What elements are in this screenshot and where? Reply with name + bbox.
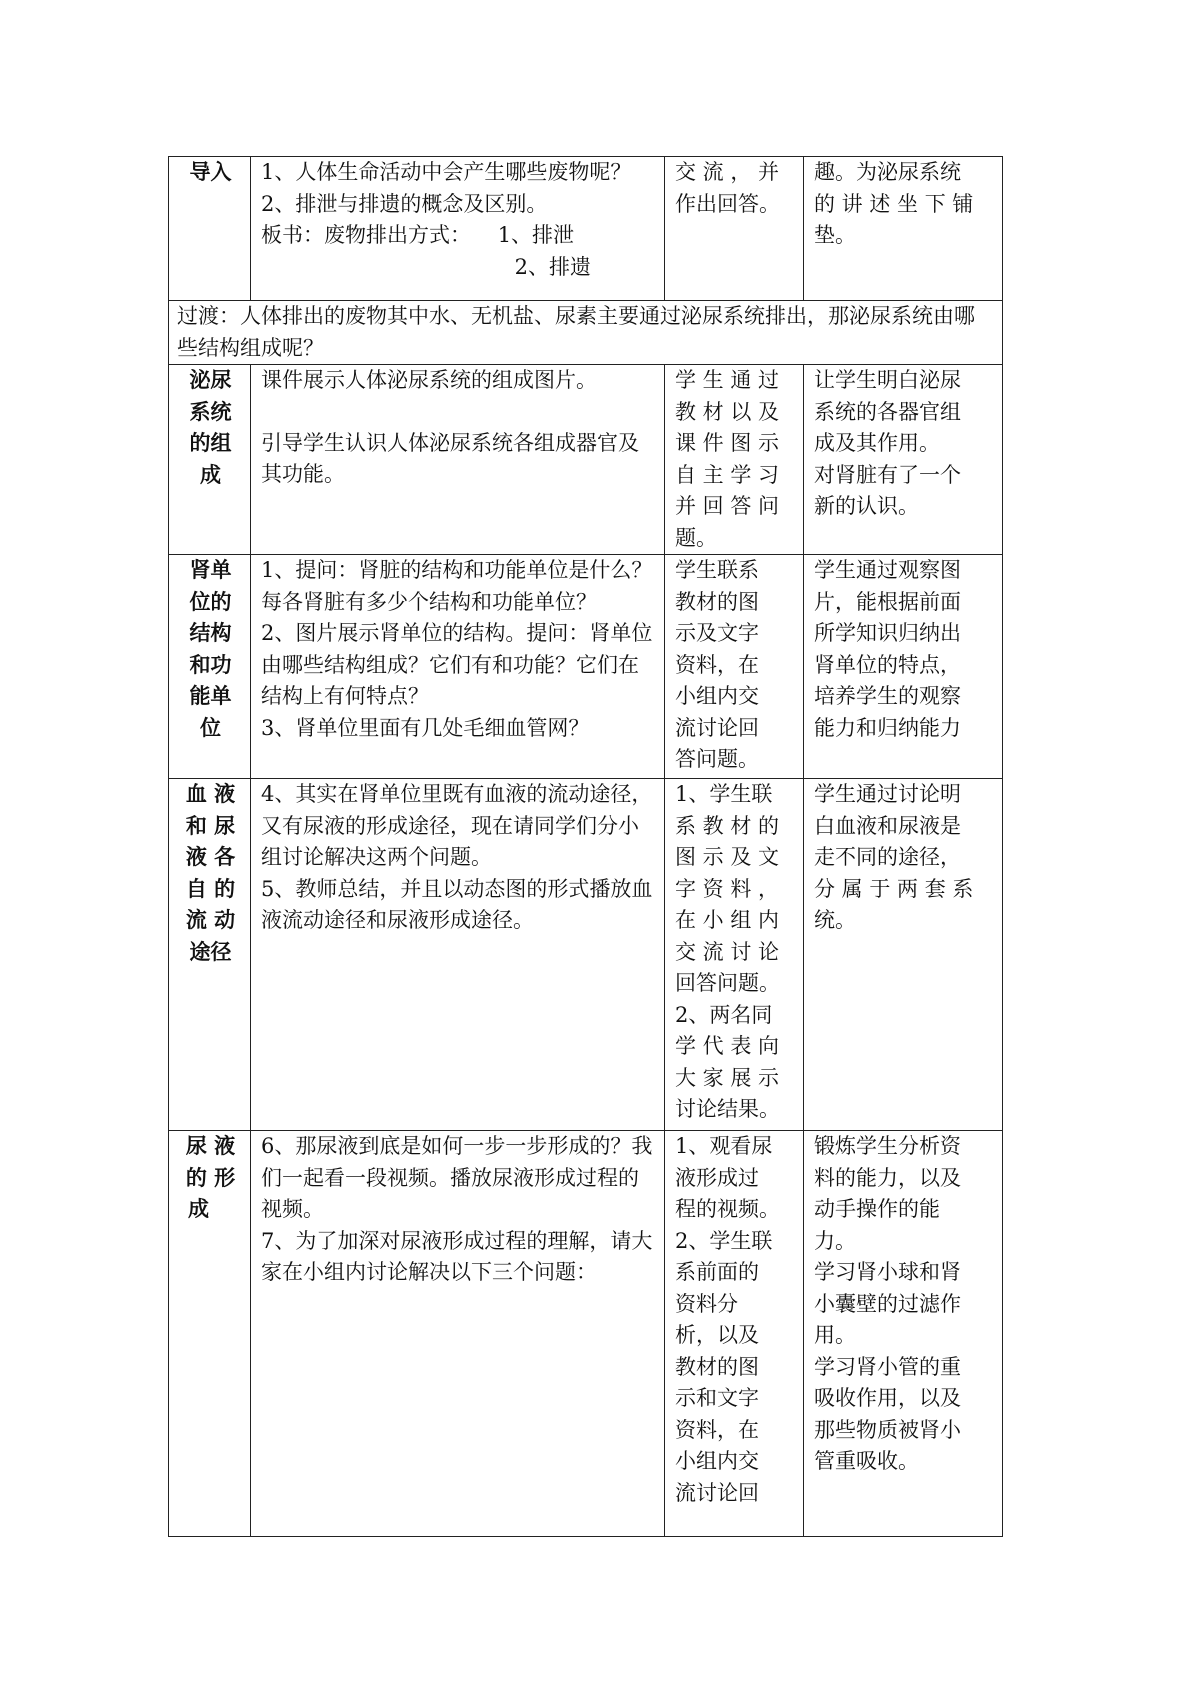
- teacher-line: 2、图片展示肾单位的结构。提问：肾单位由哪些结构组成？它们有和功能？它们在结构上有何特点？: [261, 621, 653, 708]
- teacher-line: 5、教师总结，并且以动态图的形式播放血液流动途径和尿液形成途径。: [261, 876, 653, 932]
- transition-text: 过渡：人体排出的废物其中水、无机盐、尿素主要通过泌尿系统排出，那泌尿系统由哪些结构组成呢？: [169, 301, 1003, 365]
- student-line: 答问题。: [675, 747, 759, 771]
- teacher-line: 3、肾单位里面有几处毛细血管网？: [261, 715, 590, 740]
- design-intent: [804, 365, 1003, 555]
- intent-line: 吸收作用，以及: [814, 1386, 961, 1410]
- student-line: 资料，在: [675, 652, 759, 677]
- label-line: 的组: [189, 431, 232, 455]
- intent-line: 管重吸收。: [814, 1449, 919, 1473]
- intent-line: 小囊壁的过滤作: [814, 1291, 961, 1316]
- teacher-line: 6、那尿液到底是如何一步一步形成的？我们一起看一段视频。播放尿液形成过程的视频。: [261, 1134, 653, 1221]
- student-line: 小组内交: [675, 684, 759, 708]
- student-line: 教 材 以 及: [675, 399, 780, 424]
- student-line: 并 回 答 问: [675, 494, 780, 518]
- design-intent: [804, 157, 1003, 301]
- student-line: 学 生 通 过: [675, 368, 780, 392]
- table-row: [169, 301, 1003, 365]
- teacher-line: 引导学生认识人体泌尿系统各组成器官及其功能。: [261, 430, 639, 486]
- student-line: 流讨论回: [675, 715, 759, 740]
- intent-line: 学习肾小球和肾: [814, 1260, 961, 1284]
- teacher-line: 4、其实在肾单位里既有血液的流动途径，又有尿液的形成途径，现在请同学们分小组讨论解决这两个问题。: [261, 782, 653, 869]
- label-line: 途径: [189, 939, 232, 964]
- table-row: [169, 157, 1003, 301]
- student-line: 回答问题。: [675, 971, 780, 995]
- intent-line: 白血液和尿液是: [814, 813, 961, 838]
- student-line: 教材的图: [675, 1354, 759, 1379]
- section-label: [169, 1131, 251, 1537]
- student-line: 学生联系: [675, 558, 759, 582]
- student-activity: [665, 365, 804, 555]
- label-line: 和 尿: [185, 813, 236, 838]
- table-row: [169, 1131, 1003, 1537]
- intent-line: 所学知识归纳出: [814, 621, 961, 645]
- student-line: 交 流 讨 论: [675, 939, 780, 964]
- student-line: 资料，在: [675, 1417, 759, 1442]
- label-line: 和功: [189, 652, 232, 677]
- label-line: 系统: [189, 399, 232, 424]
- student-line: 液形成过: [675, 1165, 759, 1190]
- table-row: [169, 555, 1003, 779]
- intent-line: 学生通过观察图: [814, 558, 961, 582]
- intent-line: 片，能根据前面: [814, 589, 961, 614]
- intent-line: 料的能力，以及: [814, 1165, 961, 1190]
- intent-line: 让学生明白泌尿: [814, 368, 961, 392]
- teacher-line: [261, 397, 656, 428]
- student-line: 题。: [675, 525, 717, 550]
- teacher-line: 2、排遗: [261, 254, 592, 279]
- section-label: [169, 365, 251, 555]
- intent-line: 成及其作用。: [814, 431, 940, 455]
- teacher-line: 7、为了加深对尿液形成过程的理解，请大家在小组内讨论解决以下三个问题：: [261, 1228, 653, 1284]
- student-line: 图 示 及 文: [675, 845, 780, 869]
- teacher-activity: [251, 555, 665, 779]
- student-line: 示和文字: [675, 1386, 759, 1410]
- section-label: [169, 555, 251, 779]
- label-line: 尿 液: [185, 1134, 236, 1158]
- student-line: 系 教 材 的: [675, 813, 780, 838]
- label-line: 位: [200, 715, 221, 740]
- intent-line: 趣。为泌尿系统: [814, 160, 961, 184]
- intent-line: 锻炼学生分析资: [814, 1134, 961, 1158]
- intent-line: 那些物质被肾小: [814, 1417, 961, 1442]
- label-line: 肾单: [189, 558, 232, 582]
- label-line: 位的: [189, 589, 232, 614]
- student-line: 学 代 表 向: [675, 1034, 780, 1058]
- intent-line: 肾单位的特点，: [814, 652, 961, 677]
- label-line: 泌尿: [189, 368, 232, 392]
- teacher-activity: [251, 157, 665, 301]
- design-intent: [804, 555, 1003, 779]
- intent-line: 的 讲 述 坐 下 铺: [814, 191, 974, 216]
- intent-line: 走不同的途径，: [814, 845, 961, 869]
- teacher-activity: [251, 1131, 665, 1537]
- section-label: [169, 779, 251, 1131]
- student-line: 大 家 展 示: [675, 1065, 780, 1090]
- student-activity: [665, 157, 804, 301]
- label-line: 液 各: [185, 845, 236, 869]
- teacher-line: 板书：废物排出方式： 1、排泄: [261, 223, 575, 247]
- intent-line: 系统的各器官组: [814, 399, 961, 424]
- lesson-plan-table: [168, 156, 1003, 1537]
- student-line: 资料分: [675, 1291, 738, 1316]
- teacher-activity: [251, 779, 665, 1131]
- student-line: 小组内交: [675, 1449, 759, 1473]
- intent-line: 力。: [814, 1228, 856, 1253]
- teacher-line: 2、排泄与排遗的概念及区别。: [261, 191, 548, 216]
- student-line: 课 件 图 示: [675, 431, 780, 455]
- intent-line: 统。: [814, 908, 856, 932]
- student-line: 讨论结果。: [675, 1097, 780, 1121]
- student-line: 示及文字: [675, 621, 759, 645]
- intent-line: 用。: [814, 1323, 856, 1347]
- intent-line: 培养学生的观察: [814, 684, 961, 708]
- design-intent: [804, 779, 1003, 1131]
- student-line: 交 流 ， 并: [675, 160, 780, 184]
- intent-line: 动手操作的能: [814, 1197, 940, 1221]
- design-intent: [804, 1131, 1003, 1537]
- student-line: 流讨论回: [675, 1480, 759, 1505]
- table-row: [169, 365, 1003, 555]
- student-line: 2、学生联: [675, 1228, 773, 1253]
- student-activity: [665, 779, 804, 1131]
- label-line: 结构: [189, 621, 232, 645]
- intent-line: 学生通过讨论明: [814, 782, 961, 806]
- label-line: 能单: [189, 684, 232, 708]
- student-line: 1、观看尿: [675, 1134, 773, 1158]
- student-activity: [665, 1131, 804, 1537]
- student-line: 作出回答。: [675, 191, 780, 216]
- intent-line: 学习肾小管的重: [814, 1354, 961, 1379]
- student-line: 2、两名同: [675, 1002, 773, 1027]
- label-line: 成: [200, 462, 221, 487]
- student-line: 字 资 料 ，: [675, 876, 780, 901]
- student-line: 析，以及: [675, 1323, 759, 1347]
- intent-line: 能力和归纳能力: [814, 715, 961, 740]
- intent-line: 垫。: [814, 223, 856, 247]
- label-line: 流 动: [185, 908, 236, 932]
- student-activity: [665, 555, 804, 779]
- student-line: 自 主 学 习: [675, 462, 780, 487]
- teacher-line: 1、提问：肾脏的结构和功能单位是什么？每各肾脏有多少个结构和功能单位？: [261, 558, 653, 614]
- student-line: 程的视频。: [675, 1197, 780, 1221]
- teacher-line: 1、人体生命活动中会产生哪些废物呢？: [261, 160, 632, 184]
- section-label: 导入: [169, 157, 251, 301]
- student-line: 系前面的: [675, 1260, 759, 1284]
- teacher-line: 课件展示人体泌尿系统的组成图片。: [261, 368, 597, 392]
- student-line: 教材的图: [675, 589, 759, 614]
- student-line: 在 小 组 内: [675, 908, 780, 932]
- intent-line: 分 属 于 两 套 系: [814, 876, 974, 901]
- label-line: 的 形: [185, 1165, 236, 1190]
- student-line: 1、学生联: [675, 782, 773, 806]
- intent-line: 新的认识。: [814, 494, 919, 518]
- label-line: 血 液: [185, 782, 236, 806]
- teacher-activity: [251, 365, 665, 555]
- label-line: 成: [188, 1197, 209, 1221]
- table-row: [169, 779, 1003, 1131]
- intent-line: 对肾脏有了一个: [814, 462, 961, 487]
- label-line: 自 的: [185, 876, 236, 901]
